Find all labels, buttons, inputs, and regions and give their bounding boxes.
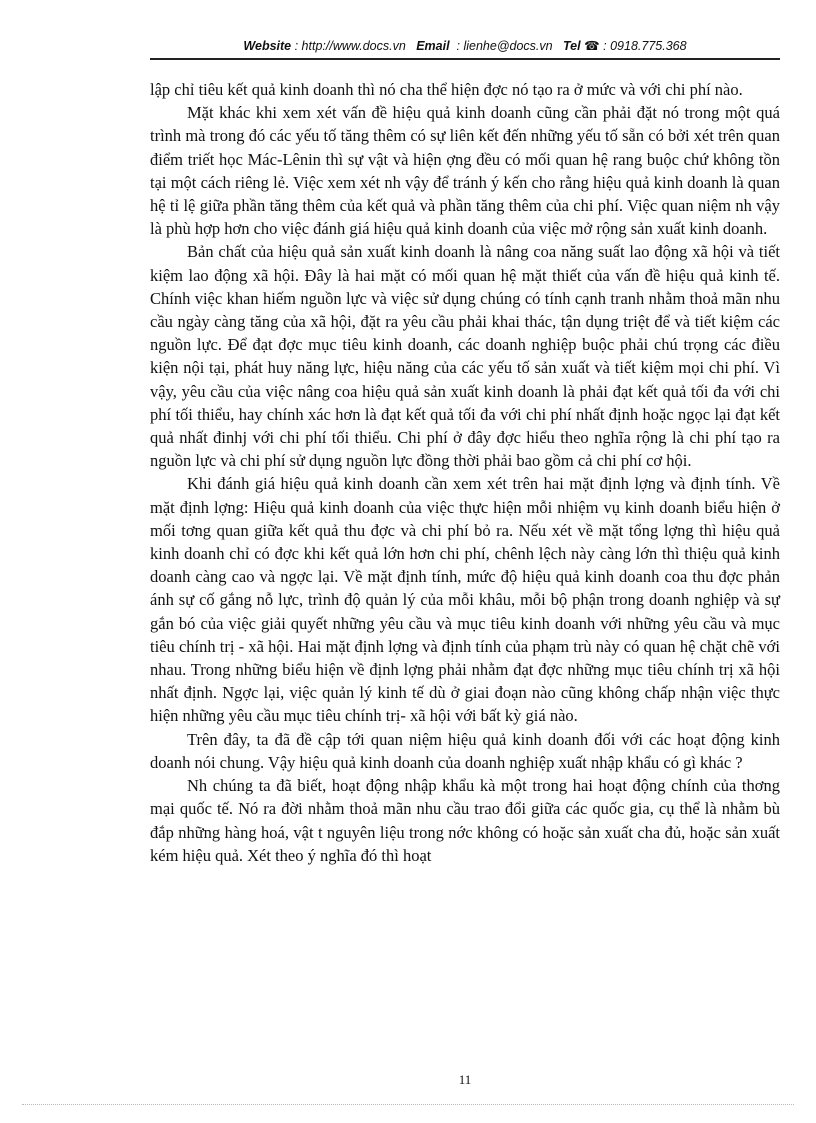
website-value: : http://www.docs.vn <box>294 39 406 53</box>
paragraph: Trên đây, ta đã đề cập tới quan niệm hiệu quả kinh doanh đối với các hoạt động kinh doanh nói chung. Vậy hiệu quả kinh doanh của doanh nghiệp xuất nhập khẩu có gì khác ? <box>150 729 780 772</box>
paragraph-continuation: lập chỉ tiêu kết quả kinh doanh thì nó cha thể hiện đợc nó tạo ra ở mức và với chi phí nào. <box>150 80 743 99</box>
bottom-divider <box>22 1104 794 1105</box>
email-value: : lienhe@docs.vn <box>456 39 553 53</box>
paragraph: Bản chất của hiệu quả sản xuất kinh doanh là nâng coa năng suất lao động xã hội và tiết kiệm lao động xã hội. Đây là hai mặt có mối quan hệ mặt thiết của vấn đề hiệu quả kinh tế. Chính việc khan hiếm nguồn lực và việc sử dụng chúng có tính cạnh tranh nhằm thoả mãn nhu cầu ngày càng tăng của xã hội, đặt ra yêu cầu phải khai thác, tận dụng triệt để và tiết kiệm các nguồn lực. Để đạt đợc mục tiêu kinh doanh, các doanh nghiệp buộc phải chú trọng các điều kiện nội tại, phát huy năng lực, hiệu năng của các yếu tố sản xuất và tiết kiệm mọi chi phí. Vì vậy, yêu cầu của việc nâng coa hiệu quả sản xuất kinh doanh là phải đạt kết quả tối đa với chi phí tối thiểu, hay chính xác hơn là đạt kết quả tối đa với chi phí nhất định hoặc ngọc lại đạt kết quả nhất đinhj với chi phí tối thiểu. Chi phí ở đây đợc hiểu theo nghĩa rộng là chi phí tạo ra nguồn lực và chi phí sử dụng nguồn lực đồng thời phải bao gồm cả chi phí cơ hội. <box>150 242 780 471</box>
tel-label: Tel <box>563 39 581 53</box>
website-label: Website <box>243 39 292 53</box>
paragraph: Mặt khác khi xem xét vấn đề hiệu quả kinh doanh cũng cần phải đặt nó trong một quá trình mà trong đó các yếu tố tăng thêm có sự liên kết đến những yếu tố sẵn có bởi xét trên quan điểm triết học Mác-Lênin thì sự vật và hiện ợng đều có mối quan hệ rang buộc chứ không tồn tại một cách riêng lẻ. Việc xem xét nh vậy để tránh ý kến cho rằng hiệu quả kinh doanh là quan hệ tỉ lệ giữa phần tăng thêm của kết quả và phần tăng thêm của chi phí. Việc quan niệm nh vậy là phù hợp hơn cho việc đánh giá hiệu quả kinh doanh của việc mở rộng sản xuất kinh doanh. <box>150 103 780 239</box>
paragraph: Khi đánh giá hiệu quả kinh doanh cần xem xét trên hai mặt định lợng và định tính. Về mặt định lợng: Hiệu quả kinh doanh của việc thực hiện mỗi nhiệm vụ kinh doanh biểu hiện ở mối tơng quan giữa kết quả thu đợc và chi phí bỏ ra. Nếu xét về mặt tổng lợng thì hiệu quả kinh doanh chỉ có đợc khi kết quả lớn hơn chi phí, chênh lệch này càng lớn thì thiệu quả kinh doanh càng cao và ngợc lại. Về mặt định tính, mức độ hiệu quả kinh doanh coa thu đợc phản ánh sự cố gắng nỗ lực, trình độ quản lý của mỗi khâu, mỗi bộ phận trong doanh nghiệp và sự gắn bó của việc giải quyết những yêu cầu và mục tiêu kinh doanh với những yêu cầu và mục tiêu chính trị - xã hội. Hai mặt định lợng và định tính của phạm trù này có quan hệ chặt chẽ với nhau. Trong những biểu hiện về định lợng phải nhằm đạt đợc những mục tiêu chính trị xã hội nhất định. Ngợc lại, việc quản lý kinh tế dù ở giai đoạn nào cũng không chấp nhận việc thực hiện những yêu cầu mục tiêu chính trị- xã hội với bất kỳ giá nào. <box>150 474 780 726</box>
page-number: 11 <box>458 1072 472 1087</box>
header-divider <box>150 58 780 60</box>
tel-value: ☎ : 0918.775.368 <box>584 39 687 53</box>
email-label: Email <box>416 39 450 53</box>
document-body <box>150 78 780 867</box>
page-header <box>152 38 778 53</box>
paragraph: Nh chúng ta đã biết, hoạt động nhập khẩu kà một trong hai hoạt động chính của thơng mại quốc tế. Nó ra đời nhằm thoả mãn nhu cầu trao đổi giữa các quốc gia, cụ thể là nhằm bù đắp những hàng hoá, vật t nguyên liệu trong nớc không có hoặc sản xuất cha đủ, hoặc sản xuất kém hiệu quả. Xét theo ý nghĩa đó thì hoạt <box>150 776 780 865</box>
